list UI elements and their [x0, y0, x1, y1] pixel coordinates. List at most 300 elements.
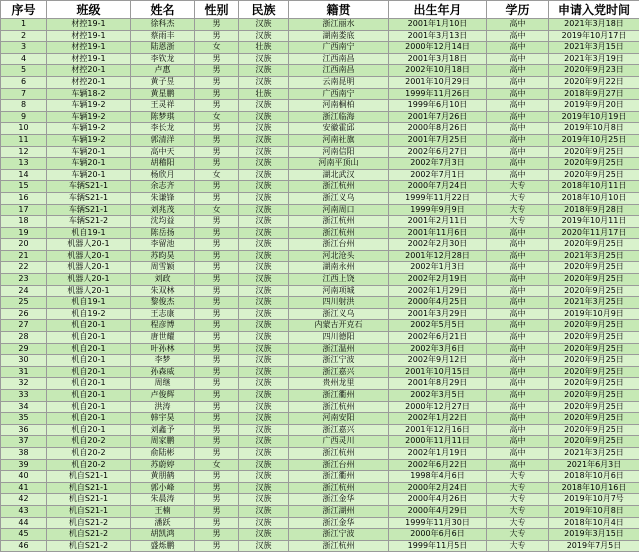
cell-hometown[interactable]: 河南周口 — [289, 204, 389, 216]
cell-apply-date[interactable]: 2021年6月3日 — [549, 459, 639, 471]
cell-class[interactable]: 车辆20-1 — [47, 146, 131, 158]
cell-ethnicity[interactable]: 汉族 — [239, 366, 289, 378]
cell-hometown[interactable]: 江西南昌 — [289, 65, 389, 77]
cell-seq[interactable]: 15 — [1, 181, 47, 193]
cell-class[interactable]: 机自19-1 — [47, 297, 131, 309]
cell-hometown[interactable]: 浙江宁波 — [289, 355, 389, 367]
cell-apply-date[interactable]: 2020年11月17日 — [549, 227, 639, 239]
cell-seq[interactable]: 36 — [1, 424, 47, 436]
header-apply-date[interactable]: 申请入党时间 — [549, 1, 639, 19]
cell-seq[interactable]: 42 — [1, 494, 47, 506]
cell-education[interactable]: 高中 — [487, 30, 549, 42]
cell-gender[interactable]: 男 — [195, 343, 239, 355]
cell-class[interactable]: 车辆19-2 — [47, 100, 131, 112]
cell-class[interactable]: 机器人20-1 — [47, 250, 131, 262]
cell-education[interactable]: 大专 — [487, 216, 549, 228]
cell-hometown[interactable]: 浙江宁波 — [289, 529, 389, 541]
cell-hometown[interactable]: 浙江台州 — [289, 459, 389, 471]
cell-ethnicity[interactable]: 壮族 — [239, 42, 289, 54]
cell-education[interactable]: 高中 — [487, 355, 549, 367]
cell-education[interactable]: 高中 — [487, 250, 549, 262]
cell-ethnicity[interactable]: 汉族 — [239, 332, 289, 344]
cell-apply-date[interactable]: 2020年9月25日 — [549, 158, 639, 170]
cell-apply-date[interactable]: 2018年10月4日 — [549, 517, 639, 529]
cell-education[interactable]: 高中 — [487, 297, 549, 309]
cell-ethnicity[interactable]: 汉族 — [239, 181, 289, 193]
cell-birthdate[interactable]: 2002年3月5日 — [389, 390, 487, 402]
cell-apply-date[interactable]: 2020年9月25日 — [549, 355, 639, 367]
cell-name[interactable]: 潘跃 — [131, 517, 195, 529]
cell-birthdate[interactable]: 1999年9月9日 — [389, 204, 487, 216]
cell-gender[interactable]: 男 — [195, 76, 239, 88]
cell-name[interactable]: 叶孙林 — [131, 343, 195, 355]
cell-birthdate[interactable]: 2002年6月27日 — [389, 146, 487, 158]
cell-birthdate[interactable]: 1999年11月5日 — [389, 540, 487, 552]
cell-birthdate[interactable]: 2000年4月26日 — [389, 494, 487, 506]
cell-apply-date[interactable]: 2021年3月15日 — [549, 42, 639, 54]
cell-seq[interactable]: 2 — [1, 30, 47, 42]
cell-education[interactable]: 高中 — [487, 378, 549, 390]
cell-education[interactable]: 高中 — [487, 262, 549, 274]
cell-ethnicity[interactable]: 汉族 — [239, 401, 289, 413]
cell-birthdate[interactable]: 2002年7月1日 — [389, 169, 487, 181]
cell-education[interactable]: 高中 — [487, 285, 549, 297]
cell-name[interactable]: 卢惠 — [131, 65, 195, 77]
cell-name[interactable]: 俞陆彬 — [131, 447, 195, 459]
cell-seq[interactable]: 8 — [1, 100, 47, 112]
cell-name[interactable]: 李钦龙 — [131, 53, 195, 65]
cell-hometown[interactable]: 浙江临海 — [289, 111, 389, 123]
cell-ethnicity[interactable]: 汉族 — [239, 459, 289, 471]
cell-gender[interactable]: 男 — [195, 65, 239, 77]
cell-apply-date[interactable]: 2019年10月17日 — [549, 30, 639, 42]
cell-hometown[interactable]: 安徽霍邱 — [289, 123, 389, 135]
cell-education[interactable]: 大专 — [487, 204, 549, 216]
cell-education[interactable]: 高中 — [487, 308, 549, 320]
cell-apply-date[interactable]: 2020年9月25日 — [549, 413, 639, 425]
cell-birthdate[interactable]: 2001年10月15日 — [389, 366, 487, 378]
cell-birthdate[interactable]: 2000年12月27日 — [389, 401, 487, 413]
cell-class[interactable]: 机自S21-1 — [47, 482, 131, 494]
cell-ethnicity[interactable]: 汉族 — [239, 216, 289, 228]
cell-seq[interactable]: 38 — [1, 447, 47, 459]
cell-ethnicity[interactable]: 汉族 — [239, 204, 289, 216]
cell-education[interactable]: 高中 — [487, 53, 549, 65]
cell-hometown[interactable]: 河南安阳 — [289, 413, 389, 425]
cell-hometown[interactable]: 浙江杭州 — [289, 401, 389, 413]
cell-gender[interactable]: 男 — [195, 88, 239, 100]
cell-birthdate[interactable]: 1998年4月6日 — [389, 471, 487, 483]
cell-class[interactable]: 机自S21-1 — [47, 494, 131, 506]
cell-education[interactable]: 大专 — [487, 517, 549, 529]
cell-seq[interactable]: 7 — [1, 88, 47, 100]
cell-class[interactable]: 机自19-1 — [47, 227, 131, 239]
cell-ethnicity[interactable]: 汉族 — [239, 262, 289, 274]
cell-birthdate[interactable]: 2000年8月26日 — [389, 123, 487, 135]
cell-class[interactable]: 材控20-1 — [47, 76, 131, 88]
cell-class[interactable]: 车辆19-2 — [47, 111, 131, 123]
cell-gender[interactable]: 女 — [195, 459, 239, 471]
cell-apply-date[interactable]: 2019年10月8日 — [549, 505, 639, 517]
cell-class[interactable]: 车辆S21-1 — [47, 192, 131, 204]
cell-birthdate[interactable]: 2001年1月10日 — [389, 19, 487, 31]
cell-seq[interactable]: 25 — [1, 297, 47, 309]
cell-birthdate[interactable]: 2002年10月18日 — [389, 65, 487, 77]
cell-gender[interactable]: 男 — [195, 494, 239, 506]
cell-hometown[interactable]: 河南桐柏 — [289, 100, 389, 112]
cell-name[interactable]: 李长龙 — [131, 123, 195, 135]
cell-birthdate[interactable]: 2002年1月3日 — [389, 262, 487, 274]
cell-education[interactable]: 高中 — [487, 239, 549, 251]
cell-seq[interactable]: 43 — [1, 505, 47, 517]
cell-birthdate[interactable]: 1999年6月10日 — [389, 100, 487, 112]
cell-gender[interactable]: 男 — [195, 134, 239, 146]
cell-birthdate[interactable]: 1999年11月30日 — [389, 517, 487, 529]
cell-birthdate[interactable]: 2001年3月18日 — [389, 53, 487, 65]
cell-class[interactable]: 机自S21-2 — [47, 540, 131, 552]
cell-apply-date[interactable]: 2020年9月25日 — [549, 332, 639, 344]
cell-class[interactable]: 车辆S21-1 — [47, 204, 131, 216]
cell-gender[interactable]: 男 — [195, 482, 239, 494]
cell-ethnicity[interactable]: 汉族 — [239, 482, 289, 494]
cell-birthdate[interactable]: 2002年3月6日 — [389, 343, 487, 355]
cell-birthdate[interactable]: 2000年2月24日 — [389, 482, 487, 494]
cell-seq[interactable]: 28 — [1, 332, 47, 344]
cell-seq[interactable]: 6 — [1, 76, 47, 88]
cell-seq[interactable]: 13 — [1, 158, 47, 170]
cell-seq[interactable]: 14 — [1, 169, 47, 181]
cell-apply-date[interactable]: 2020年9月25日 — [549, 343, 639, 355]
cell-seq[interactable]: 26 — [1, 308, 47, 320]
cell-hometown[interactable]: 浙江衢州 — [289, 390, 389, 402]
cell-name[interactable]: 李梦 — [131, 355, 195, 367]
header-gender[interactable]: 性别 — [195, 1, 239, 19]
cell-gender[interactable]: 男 — [195, 250, 239, 262]
cell-education[interactable]: 高中 — [487, 146, 549, 158]
cell-birthdate[interactable]: 2000年6月6日 — [389, 529, 487, 541]
cell-name[interactable]: 苏蔚婷 — [131, 459, 195, 471]
cell-hometown[interactable]: 浙江金华 — [289, 494, 389, 506]
cell-name[interactable]: 黄星鹏 — [131, 88, 195, 100]
cell-apply-date[interactable]: 2020年9月25日 — [549, 285, 639, 297]
cell-education[interactable]: 大专 — [487, 494, 549, 506]
cell-birthdate[interactable]: 2001年7月26日 — [389, 111, 487, 123]
cell-seq[interactable]: 27 — [1, 320, 47, 332]
cell-ethnicity[interactable]: 汉族 — [239, 447, 289, 459]
cell-birthdate[interactable]: 2001年12月28日 — [389, 250, 487, 262]
cell-name[interactable]: 周继 — [131, 378, 195, 390]
cell-name[interactable]: 盛烁鹏 — [131, 540, 195, 552]
cell-gender[interactable]: 男 — [195, 146, 239, 158]
cell-class[interactable]: 机器人20-1 — [47, 262, 131, 274]
cell-name[interactable]: 蔡雨丰 — [131, 30, 195, 42]
cell-ethnicity[interactable]: 汉族 — [239, 53, 289, 65]
cell-apply-date[interactable]: 2020年9月22日 — [549, 76, 639, 88]
cell-seq[interactable]: 16 — [1, 192, 47, 204]
cell-apply-date[interactable]: 2021年3月18日 — [549, 19, 639, 31]
cell-birthdate[interactable]: 2002年2月30日 — [389, 239, 487, 251]
cell-name[interactable]: 孙森威 — [131, 366, 195, 378]
cell-hometown[interactable]: 浙江温州 — [289, 343, 389, 355]
cell-hometown[interactable]: 河北沧头 — [289, 250, 389, 262]
cell-apply-date[interactable]: 2018年9月27日 — [549, 88, 639, 100]
cell-ethnicity[interactable]: 汉族 — [239, 505, 289, 517]
cell-education[interactable]: 高中 — [487, 320, 549, 332]
cell-apply-date[interactable]: 2020年9月23日 — [549, 65, 639, 77]
cell-education[interactable]: 高中 — [487, 459, 549, 471]
cell-class[interactable]: 机自20-1 — [47, 390, 131, 402]
cell-name[interactable]: 陈岳扬 — [131, 227, 195, 239]
cell-gender[interactable]: 男 — [195, 517, 239, 529]
cell-hometown[interactable]: 浙江杭州 — [289, 227, 389, 239]
cell-hometown[interactable]: 四川射洪 — [289, 297, 389, 309]
cell-education[interactable]: 大专 — [487, 482, 549, 494]
cell-seq[interactable]: 29 — [1, 343, 47, 355]
cell-gender[interactable]: 男 — [195, 181, 239, 193]
cell-class[interactable]: 材控19-1 — [47, 42, 131, 54]
cell-birthdate[interactable]: 2001年11月6日 — [389, 227, 487, 239]
cell-hometown[interactable]: 湖南永州 — [289, 262, 389, 274]
cell-hometown[interactable]: 江西南昌 — [289, 53, 389, 65]
cell-ethnicity[interactable]: 汉族 — [239, 529, 289, 541]
cell-hometown[interactable]: 浙江义乌 — [289, 192, 389, 204]
cell-gender[interactable]: 男 — [195, 123, 239, 135]
cell-ethnicity[interactable]: 汉族 — [239, 30, 289, 42]
cell-ethnicity[interactable]: 汉族 — [239, 390, 289, 402]
cell-hometown[interactable]: 湖南娄底 — [289, 30, 389, 42]
cell-education[interactable]: 高中 — [487, 401, 549, 413]
cell-name[interactable]: 刘兆茂 — [131, 204, 195, 216]
cell-class[interactable]: 机自19-2 — [47, 308, 131, 320]
cell-name[interactable]: 胡凯鸿 — [131, 529, 195, 541]
cell-name[interactable]: 郭清洋 — [131, 134, 195, 146]
cell-birthdate[interactable]: 2000年12月14日 — [389, 42, 487, 54]
cell-ethnicity[interactable]: 汉族 — [239, 378, 289, 390]
cell-ethnicity[interactable]: 汉族 — [239, 436, 289, 448]
cell-name[interactable]: 黄朋鹤 — [131, 471, 195, 483]
cell-education[interactable]: 高中 — [487, 158, 549, 170]
cell-class[interactable]: 机器人20-1 — [47, 239, 131, 251]
cell-gender[interactable]: 男 — [195, 285, 239, 297]
cell-ethnicity[interactable]: 汉族 — [239, 227, 289, 239]
cell-apply-date[interactable]: 2018年10月11日 — [549, 181, 639, 193]
cell-hometown[interactable]: 河南项城 — [289, 285, 389, 297]
cell-gender[interactable]: 男 — [195, 540, 239, 552]
cell-education[interactable]: 高中 — [487, 19, 549, 31]
cell-seq[interactable]: 11 — [1, 134, 47, 146]
cell-gender[interactable]: 女 — [195, 204, 239, 216]
cell-ethnicity[interactable]: 汉族 — [239, 192, 289, 204]
cell-name[interactable]: 刘政 — [131, 274, 195, 286]
cell-apply-date[interactable]: 2020年9月25日 — [549, 169, 639, 181]
cell-gender[interactable]: 男 — [195, 413, 239, 425]
cell-apply-date[interactable]: 2019年10月7号 — [549, 494, 639, 506]
cell-hometown[interactable]: 浙江湖州 — [289, 505, 389, 517]
cell-gender[interactable]: 男 — [195, 332, 239, 344]
cell-ethnicity[interactable]: 汉族 — [239, 76, 289, 88]
cell-hometown[interactable]: 湖北武汉 — [289, 169, 389, 181]
cell-class[interactable]: 机自20-2 — [47, 459, 131, 471]
cell-ethnicity[interactable]: 汉族 — [239, 239, 289, 251]
cell-seq[interactable]: 45 — [1, 529, 47, 541]
cell-gender[interactable]: 男 — [195, 320, 239, 332]
cell-hometown[interactable]: 河南平顶山 — [289, 158, 389, 170]
cell-ethnicity[interactable]: 汉族 — [239, 274, 289, 286]
cell-name[interactable]: 朱双林 — [131, 285, 195, 297]
cell-hometown[interactable]: 浙江台州 — [289, 239, 389, 251]
cell-ethnicity[interactable]: 汉族 — [239, 471, 289, 483]
cell-name[interactable]: 王楠 — [131, 505, 195, 517]
cell-seq[interactable]: 20 — [1, 239, 47, 251]
cell-ethnicity[interactable]: 汉族 — [239, 100, 289, 112]
cell-class[interactable]: 车辆S21-2 — [47, 216, 131, 228]
cell-ethnicity[interactable]: 汉族 — [239, 169, 289, 181]
cell-name[interactable]: 沈均益 — [131, 216, 195, 228]
cell-hometown[interactable]: 内蒙古开克石 — [289, 320, 389, 332]
cell-ethnicity[interactable]: 汉族 — [239, 134, 289, 146]
cell-gender[interactable]: 男 — [195, 308, 239, 320]
cell-apply-date[interactable]: 2019年10月25日 — [549, 134, 639, 146]
cell-seq[interactable]: 5 — [1, 65, 47, 77]
cell-seq[interactable]: 23 — [1, 274, 47, 286]
cell-seq[interactable]: 41 — [1, 482, 47, 494]
cell-hometown[interactable]: 浙江杭州 — [289, 482, 389, 494]
cell-gender[interactable]: 男 — [195, 447, 239, 459]
cell-birthdate[interactable]: 2002年1月22日 — [389, 413, 487, 425]
header-ethnicity[interactable]: 民族 — [239, 1, 289, 19]
cell-name[interactable]: 唐世耀 — [131, 332, 195, 344]
cell-apply-date[interactable]: 2019年10月19日 — [549, 111, 639, 123]
cell-education[interactable]: 高中 — [487, 76, 549, 88]
cell-ethnicity[interactable]: 壮族 — [239, 88, 289, 100]
cell-gender[interactable]: 男 — [195, 297, 239, 309]
cell-hometown[interactable]: 四川德阳 — [289, 332, 389, 344]
cell-gender[interactable]: 男 — [195, 471, 239, 483]
cell-hometown[interactable]: 浙江金华 — [289, 517, 389, 529]
cell-apply-date[interactable]: 2020年9月25日 — [549, 320, 639, 332]
cell-education[interactable]: 大专 — [487, 192, 549, 204]
header-birthdate[interactable]: 出生年月 — [389, 1, 487, 19]
cell-education[interactable]: 高中 — [487, 366, 549, 378]
cell-hometown[interactable]: 浙江衢州 — [289, 471, 389, 483]
cell-class[interactable]: 车辆19-2 — [47, 123, 131, 135]
cell-ethnicity[interactable]: 汉族 — [239, 424, 289, 436]
cell-ethnicity[interactable]: 汉族 — [239, 146, 289, 158]
cell-seq[interactable]: 34 — [1, 401, 47, 413]
cell-birthdate[interactable]: 2001年7月25日 — [389, 134, 487, 146]
cell-hometown[interactable]: 浙江嘉兴 — [289, 424, 389, 436]
cell-name[interactable]: 程彦博 — [131, 320, 195, 332]
cell-name[interactable]: 高中天 — [131, 146, 195, 158]
header-name[interactable]: 姓名 — [131, 1, 195, 19]
cell-education[interactable]: 高中 — [487, 100, 549, 112]
cell-hometown[interactable]: 广西南宁 — [289, 42, 389, 54]
cell-gender[interactable]: 男 — [195, 529, 239, 541]
cell-education[interactable]: 高中 — [487, 169, 549, 181]
header-education[interactable]: 学历 — [487, 1, 549, 19]
cell-apply-date[interactable]: 2020年9月25日 — [549, 390, 639, 402]
cell-gender[interactable]: 男 — [195, 274, 239, 286]
cell-seq[interactable]: 40 — [1, 471, 47, 483]
cell-gender[interactable]: 女 — [195, 42, 239, 54]
cell-gender[interactable]: 男 — [195, 424, 239, 436]
cell-apply-date[interactable]: 2020年9月25日 — [549, 146, 639, 158]
cell-name[interactable]: 郭小峰 — [131, 482, 195, 494]
cell-seq[interactable]: 4 — [1, 53, 47, 65]
cell-birthdate[interactable]: 2001年10月29日 — [389, 76, 487, 88]
cell-class[interactable]: 机自20-1 — [47, 424, 131, 436]
cell-birthdate[interactable]: 2002年1月19日 — [389, 447, 487, 459]
cell-class[interactable]: 材控19-1 — [47, 30, 131, 42]
cell-birthdate[interactable]: 2000年7月24日 — [389, 181, 487, 193]
cell-name[interactable]: 黎俊杰 — [131, 297, 195, 309]
cell-gender[interactable]: 男 — [195, 19, 239, 31]
cell-birthdate[interactable]: 2001年2月11日 — [389, 216, 487, 228]
cell-apply-date[interactable]: 2020年9月25日 — [549, 436, 639, 448]
cell-name[interactable]: 周雪颖 — [131, 262, 195, 274]
cell-education[interactable]: 大专 — [487, 505, 549, 517]
cell-class[interactable]: 材控19-1 — [47, 19, 131, 31]
cell-name[interactable]: 黄子昱 — [131, 76, 195, 88]
cell-apply-date[interactable]: 2019年3月15日 — [549, 529, 639, 541]
cell-education[interactable]: 大专 — [487, 471, 549, 483]
cell-gender[interactable]: 男 — [195, 262, 239, 274]
cell-apply-date[interactable]: 2020年9月25日 — [549, 424, 639, 436]
cell-class[interactable]: 车辆18-2 — [47, 88, 131, 100]
cell-hometown[interactable]: 浙江杭州 — [289, 181, 389, 193]
cell-ethnicity[interactable]: 汉族 — [239, 297, 289, 309]
cell-class[interactable]: 机自20-1 — [47, 413, 131, 425]
cell-seq[interactable]: 30 — [1, 355, 47, 367]
cell-birthdate[interactable]: 2000年11月11日 — [389, 436, 487, 448]
cell-hometown[interactable]: 浙江杭州 — [289, 540, 389, 552]
cell-birthdate[interactable]: 2001年3月13日 — [389, 30, 487, 42]
cell-name[interactable]: 李留池 — [131, 239, 195, 251]
cell-hometown[interactable]: 广西南宁 — [289, 88, 389, 100]
cell-ethnicity[interactable]: 汉族 — [239, 320, 289, 332]
cell-ethnicity[interactable]: 汉族 — [239, 158, 289, 170]
cell-education[interactable]: 高中 — [487, 274, 549, 286]
cell-apply-date[interactable]: 2020年9月25日 — [549, 274, 639, 286]
cell-hometown[interactable]: 江西上饶 — [289, 274, 389, 286]
cell-apply-date[interactable]: 2018年9月28日 — [549, 204, 639, 216]
cell-birthdate[interactable]: 2001年3月29日 — [389, 308, 487, 320]
cell-education[interactable]: 高中 — [487, 88, 549, 100]
cell-class[interactable]: 机器人20-1 — [47, 285, 131, 297]
cell-name[interactable]: 周家鹏 — [131, 436, 195, 448]
cell-ethnicity[interactable]: 汉族 — [239, 65, 289, 77]
cell-gender[interactable]: 男 — [195, 355, 239, 367]
header-hometown[interactable]: 籍贯 — [289, 1, 389, 19]
cell-apply-date[interactable]: 2021年3月25日 — [549, 250, 639, 262]
cell-birthdate[interactable]: 1999年11月26日 — [389, 88, 487, 100]
cell-birthdate[interactable]: 2002年1月29日 — [389, 285, 487, 297]
cell-apply-date[interactable]: 2019年10月8日 — [549, 123, 639, 135]
cell-apply-date[interactable]: 2019年9月20日 — [549, 100, 639, 112]
cell-apply-date[interactable]: 2019年10月11日 — [549, 216, 639, 228]
cell-gender[interactable]: 男 — [195, 30, 239, 42]
cell-gender[interactable]: 男 — [195, 216, 239, 228]
cell-name[interactable]: 王灵祥 — [131, 100, 195, 112]
cell-seq[interactable]: 17 — [1, 204, 47, 216]
cell-education[interactable]: 高中 — [487, 343, 549, 355]
cell-education[interactable]: 高中 — [487, 227, 549, 239]
header-seq[interactable]: 序号 — [1, 1, 47, 19]
cell-class[interactable]: 机自20-1 — [47, 401, 131, 413]
cell-seq[interactable]: 19 — [1, 227, 47, 239]
cell-ethnicity[interactable]: 汉族 — [239, 285, 289, 297]
cell-gender[interactable]: 男 — [195, 378, 239, 390]
